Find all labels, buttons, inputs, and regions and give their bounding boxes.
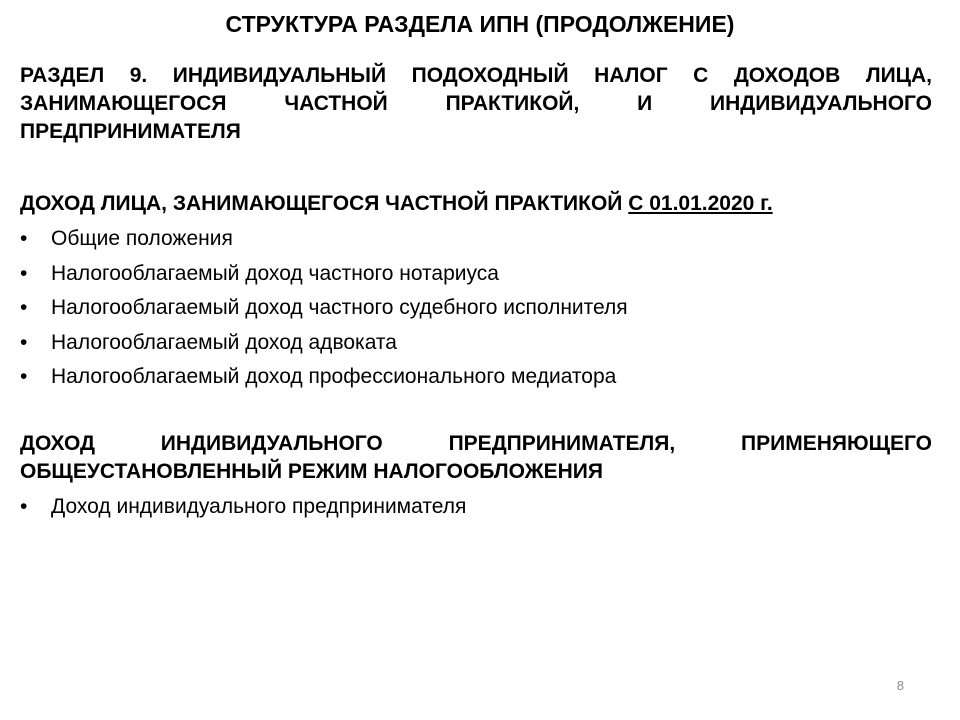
section-heading: РАЗДЕЛ 9. ИНДИВИДУАЛЬНЫЙ ПОДОХОДНЫЙ НАЛОГ С ДОХОДОВ ЛИЦА, ЗАНИМАЮЩЕГОСЯ ЧАСТНОЙ ПРАКТИКОЙ, И ИНДИВИДУАЛЬНОГО ПРЕДПРИНИМАТЕЛЯ (20, 64, 932, 143)
list-item (20, 222, 932, 257)
private-practice-list (20, 222, 932, 395)
list-item-text: Общие положения (51, 227, 233, 250)
bullet-icon: • (20, 330, 28, 354)
bullet-icon: • (20, 227, 28, 250)
list-item-text: Налогооблагаемый доход частного судебного исполнителя (51, 296, 628, 319)
page-number: 8 (896, 678, 904, 693)
private-practice-heading (20, 190, 932, 218)
bullet-icon: • (20, 261, 28, 285)
entrepreneur-block (20, 430, 932, 525)
list-item (20, 490, 932, 525)
bullet-icon: • (20, 495, 28, 518)
list-item (20, 257, 932, 292)
private-practice-heading-text: ДОХОД ЛИЦА, ЗАНИМАЮЩЕГОСЯ ЧАСТНОЙ ПРАКТИКОЙ (20, 192, 629, 215)
private-practice-heading-date: С 01.01.2020 г. (628, 192, 773, 215)
list-item-text: Доход индивидуального предпринимателя (51, 495, 467, 518)
section-9-block (20, 62, 932, 146)
list-item (20, 291, 932, 326)
bullet-icon: • (20, 296, 28, 319)
private-practice-block (20, 190, 932, 395)
entrepreneur-heading: ДОХОД ИНДИВИДУАЛЬНОГО ПРЕДПРИНИМАТЕЛЯ, ПРИМЕНЯЮЩЕГО ОБЩЕУСТАНОВЛЕННЫЙ РЕЖИМ НАЛОГООБЛОЖЕНИЯ (20, 432, 932, 483)
bullet-icon: • (20, 365, 28, 388)
entrepreneur-list (20, 490, 932, 525)
list-item-text: Налогооблагаемый доход адвоката (51, 330, 397, 354)
slide-title: СТРУКТУРА РАЗДЕЛА ИПН (ПРОДОЛЖЕНИЕ) (225, 11, 735, 37)
list-item (20, 326, 932, 361)
list-item-text: Налогооблагаемый доход профессионального медиатора (51, 365, 617, 388)
list-item-text: Налогооблагаемый доход частного нотариуса (51, 261, 499, 285)
list-item (20, 360, 932, 395)
